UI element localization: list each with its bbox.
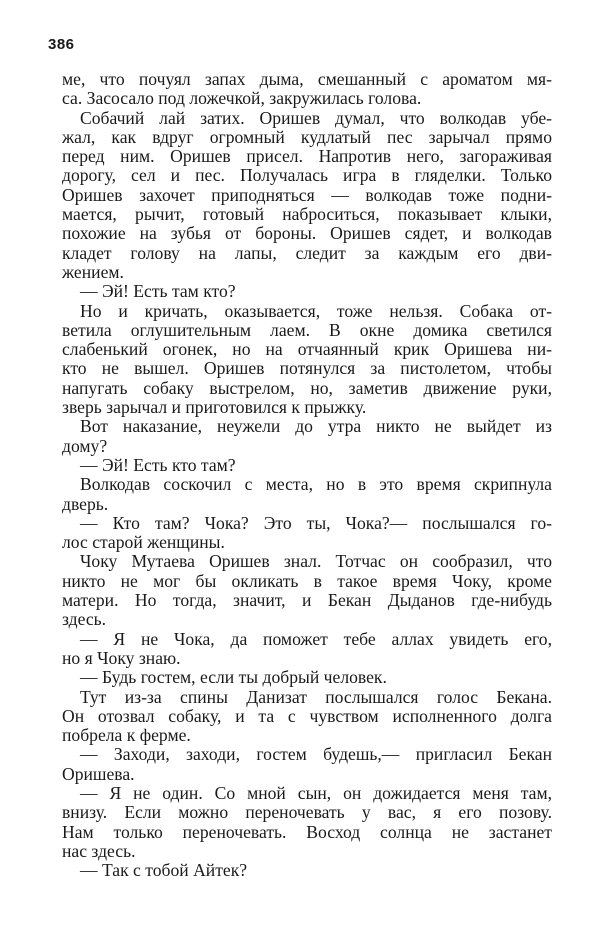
text-line: Нам только переночевать. Восход солнца не застанет	[62, 821, 552, 842]
text-line: Оришев захочет приподняться — волкодав тоже подни-	[62, 184, 552, 205]
text-line: напугать собаку выстрелом, но, заметив движение руки,	[62, 377, 552, 398]
text-line: матери. Но тогда, значит, и Бекан Дыданов где-нибудь	[62, 590, 552, 611]
text-line: — Я не один. Со мной сын, он дожидается меня там,	[80, 782, 552, 803]
text-line: слабенький огонек, но на отчаянный крик Оришева ни-	[62, 339, 552, 360]
text-line: Вот наказание, неужели до утра никто не выйдет из	[80, 416, 552, 437]
text-line: — Эй! Есть кто там?	[80, 454, 236, 475]
text-line: Собачий лай затих. Оришев думал, что волкодав убе-	[80, 107, 552, 128]
text-line: Чоку Мутаева Оришев знал. Тотчас он сообразил, что	[80, 551, 552, 572]
text-line: — Так с тобой Айтек?	[80, 860, 248, 881]
text-line: Оришева.	[62, 763, 135, 784]
text-line: — Кто там? Чока? Это ты, Чока?— послышался го-	[80, 512, 552, 533]
text-line: — Эй! Есть там кто?	[80, 281, 236, 302]
text-line: похожие на зубья от бороны. Оришев сядет, и волкодав	[62, 223, 552, 244]
text-line: Но и кричать, оказывается, тоже нельзя. Собака от-	[80, 300, 552, 321]
text-line: Он отозвал собаку, и та с чувством исполненного долга	[62, 705, 552, 726]
text-line: ме, что почуял запах дыма, смешанный с ароматом мя-	[62, 69, 552, 89]
text-line: — Будь гостем, если ты добрый человек.	[80, 667, 387, 688]
text-line: мается, рычит, готовый наброситься, показывает клыки,	[62, 204, 552, 225]
text-line: Волкодав соскочил с места, но в это время скрипнула	[80, 474, 552, 495]
text-line: кто не вышел. Оришев потянулся за пистолетом, чтобы	[62, 358, 552, 379]
text-line: кладет голову на лапы, следит за каждым его дви-	[62, 242, 552, 263]
text-line: но я Чоку знаю.	[62, 647, 181, 668]
text-line: жал, как вдруг огромный кудлатый пес зарычал прямо	[62, 126, 552, 147]
text-line: здесь.	[62, 609, 107, 630]
text-line: са. Засосало под ложечкой, закружилась голова.	[62, 88, 422, 109]
text-line: побрела к ферме.	[62, 725, 191, 746]
text-line: дорогу, сел и пес. Получалась игра в гляделки. Только	[62, 165, 552, 186]
text-line: ветила оглушительным лаем. В окне домика светился	[62, 319, 552, 340]
text-line: Тут из-за спины Данизат послышался голос Бекана.	[80, 686, 552, 707]
text-line: никто не мог бы окликать в такое время Чоку, кроме	[62, 570, 552, 591]
text-line: — Заходи, заходи, гостем будешь,— пригласил Бекан	[80, 744, 552, 765]
text-line: нас здесь.	[62, 840, 136, 861]
text-line: жением.	[62, 261, 124, 282]
text-line: внизу. Если можно переночевать у вас, я его позову.	[62, 802, 552, 823]
text-line: — Я не Чока, да поможет тебе аллах увидеть его,	[80, 628, 552, 649]
text-line: дому?	[62, 435, 108, 456]
page-number: 386	[48, 36, 75, 53]
text-line: лос старой женщины.	[62, 532, 225, 553]
text-line: перед ним. Оришев присел. Напротив него, загораживая	[62, 146, 552, 167]
text-line: зверь зарычал и приготовился к прыжку.	[62, 397, 367, 418]
page-text	[62, 70, 552, 880]
text-line: дверь.	[62, 493, 109, 514]
